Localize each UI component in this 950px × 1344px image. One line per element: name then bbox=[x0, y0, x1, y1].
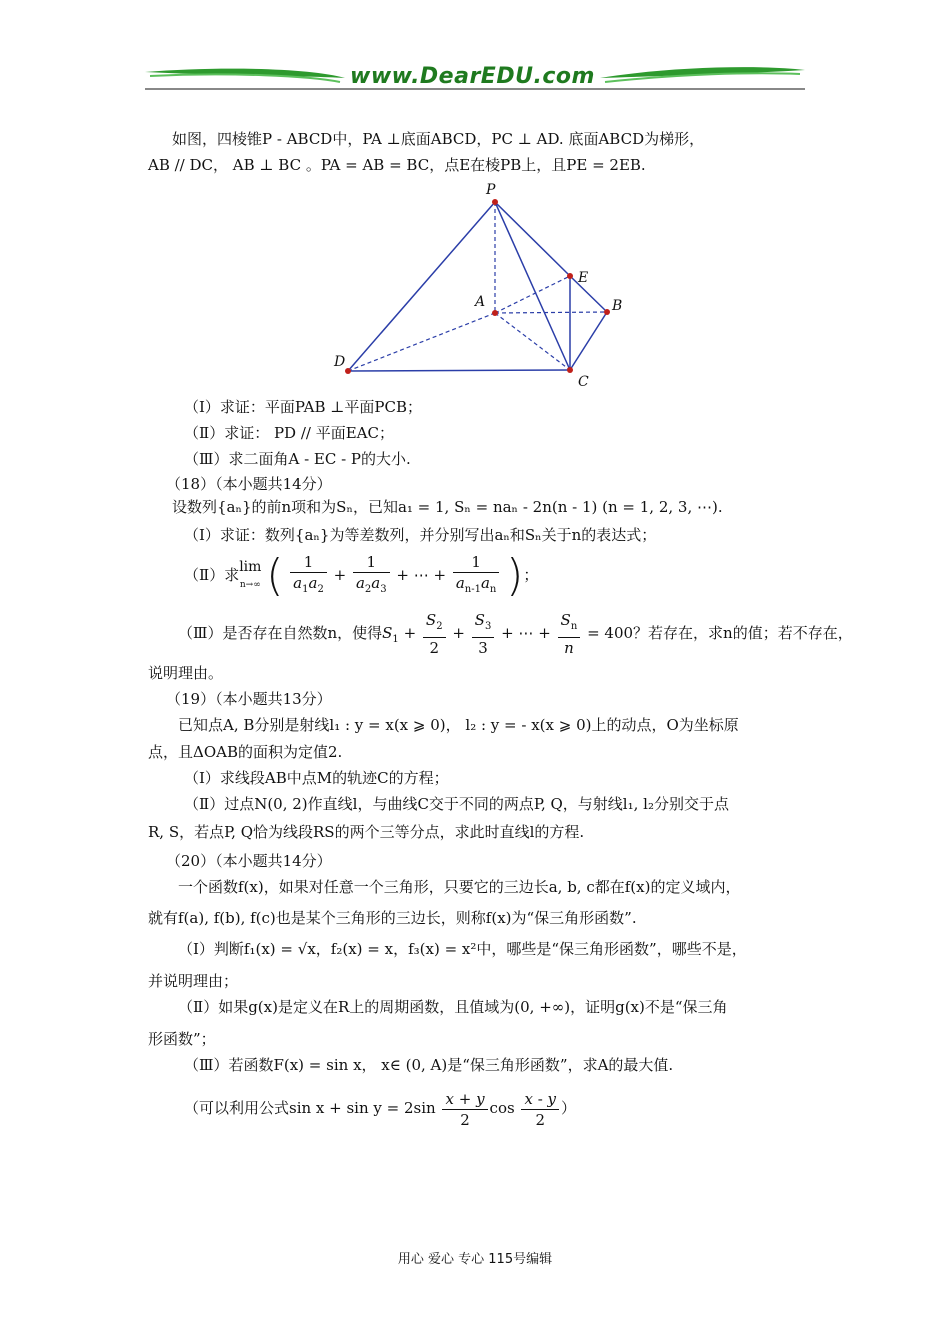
label-b: B bbox=[612, 298, 623, 314]
page-footer: 用心 爱心 专心 115号编辑 bbox=[397, 1252, 553, 1267]
q17-intro-2: AB // DC， AB ⊥ BC 。PA = AB = BC，点E在棱PB上，且PE = 2EB. bbox=[148, 156, 646, 174]
q20-part2-2: 形函数”； bbox=[148, 1030, 216, 1048]
q18-part2-prefix: （Ⅱ）求 bbox=[184, 566, 240, 584]
edge-pc bbox=[495, 202, 570, 370]
q19-part1: （Ⅰ）求线段AB中点M的轨迹C的方程； bbox=[184, 769, 449, 787]
edge-dc bbox=[348, 370, 570, 371]
q18-head: （18）（本小题共14分） bbox=[166, 475, 332, 493]
label-a: A bbox=[475, 294, 486, 310]
q18-part3-cont: 说明理由。 bbox=[148, 664, 224, 682]
pyramid-figure bbox=[320, 178, 640, 393]
vertex-p bbox=[492, 199, 498, 205]
q20-part1-1: （Ⅰ）判断f₁(x) = √x，f₂(x) = x，f₃(x) = x²中，哪些是“保三角形函数”，哪些不是， bbox=[178, 940, 747, 958]
site-logo: www.DearEDU.com bbox=[350, 64, 595, 89]
label-d: D bbox=[334, 354, 346, 370]
q20-hint: （可以利用公式sin x + sin y = 2sin $\frac{x + y}{2}$ cos $\frac{x - y}{2}$ ） bbox=[184, 1089, 577, 1129]
q17-intro-1: 如图，四棱锥P - ABCD中，PA ⊥底面ABCD，PC ⊥ AD. 底面ABCD为梯形， bbox=[172, 130, 705, 148]
vertex-b bbox=[604, 309, 610, 315]
q18-part3-prefix: （Ⅲ）是否存在自然数n，使得 bbox=[178, 624, 383, 642]
vertex-d bbox=[345, 368, 351, 374]
q20-part2-1: （Ⅱ）如果g(x)是定义在R上的周期函数，且值域为(0, +∞)，证明g(x)不是“保三角 bbox=[178, 998, 728, 1016]
q17-part2: （Ⅱ）求证： PD // 平面EAC； bbox=[184, 424, 394, 442]
q18-intro: 设数列{aₙ}的前n项和为Sₙ，已知a₁ = 1, Sₙ = naₙ - 2n(n - 1) (n = 1, 2, 3, ⋯). bbox=[172, 498, 723, 516]
vertex-e bbox=[567, 273, 573, 279]
q18-part3: （Ⅲ）是否存在自然数n，使得$S_1$ + $\frac{S_2}{2}$ + $\frac{S_3}{3}$ + ⋯ + $\frac{S_n}{n}$ = 400？若存在，求n的值；若不存在， bbox=[178, 611, 853, 657]
q20-hint-suffix: ） bbox=[561, 1099, 577, 1117]
q19-part2-1: （Ⅱ）过点N(0, 2)作直线l，与曲线C交于不同的两点P, Q，与射线l₁, l₂分别交于点 bbox=[184, 795, 729, 813]
q20-intro-1: 一个函数f(x)，如果对任意一个三角形，只要它的三边长a, b, c都在f(x)的定义域内， bbox=[178, 878, 741, 896]
edge-eb bbox=[570, 276, 607, 312]
q20-part3: （Ⅲ）若函数F(x) = sin x， x∈ (0, A)是“保三角形函数”，求A的最大值. bbox=[184, 1056, 674, 1074]
edge-ac bbox=[495, 313, 570, 370]
vertex-a bbox=[492, 310, 498, 316]
edge-cb bbox=[570, 312, 607, 370]
q20-hint-prefix: （可以利用公式sin x + sin y = 2sin bbox=[184, 1099, 436, 1117]
q18-part3-suffix: = 400？若存在，求n的值；若不存在， bbox=[587, 624, 853, 642]
q17-part3: （Ⅲ）求二面角A - EC - P的大小. bbox=[184, 450, 411, 468]
vertex-c bbox=[567, 367, 573, 373]
q18-part2-suffix: ； bbox=[523, 566, 539, 584]
q19-part2-2: R, S，若点P, Q恰为线段RS的两个三等分点，求此时直线l的方程. bbox=[148, 823, 585, 841]
q19-intro-2: 点，且ΔOAB的面积为定值2. bbox=[148, 743, 343, 761]
q20-head: （20）（本小题共14分） bbox=[166, 852, 332, 870]
edge-da bbox=[348, 313, 495, 371]
q20-part1-2: 并说明理由； bbox=[148, 972, 239, 990]
q18-part1: （Ⅰ）求证：数列{aₙ}为等差数列，并分别写出aₙ和Sₙ关于n的表达式； bbox=[184, 526, 657, 544]
label-c: C bbox=[578, 374, 589, 390]
edge-pd bbox=[348, 202, 495, 371]
q17-part1: （Ⅰ）求证：平面PAB ⊥平面PCB； bbox=[184, 398, 422, 416]
q20-hint-mid: cos bbox=[489, 1099, 515, 1117]
label-p: P bbox=[486, 182, 496, 198]
edge-pe bbox=[495, 202, 570, 276]
q20-intro-2: 就有f(a), f(b), f(c)也是某个三角形的三边长，则称f(x)为“保三角形函数”. bbox=[148, 909, 637, 927]
edge-ae bbox=[495, 276, 570, 313]
q19-head: （19）（本小题共13分） bbox=[166, 690, 332, 708]
edge-ab bbox=[495, 312, 607, 313]
label-e: E bbox=[578, 270, 589, 286]
q18-part2: （Ⅱ）求lim n→∞ ( $\frac{1}{a_1a_2}$ + $\frac{1}{a_2a_3}$ + ⋯ + $\frac{1}{a_{n-1}a_n}$ )； bbox=[184, 550, 539, 601]
q19-intro-1: 已知点A, B分别是射线l₁ : y = x(x ⩾ 0)， l₂ : y = - x(x ⩾ 0)上的动点，O为坐标原 bbox=[178, 716, 739, 734]
header-rule bbox=[0, 88, 950, 90]
